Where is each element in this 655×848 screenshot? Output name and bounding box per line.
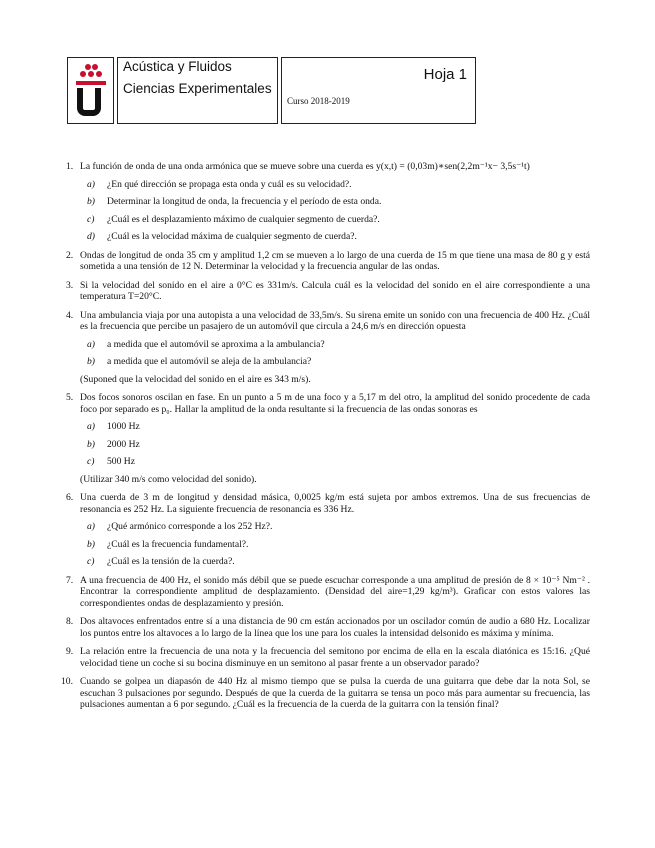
problem-item [66, 280, 590, 303]
sub-question-label: c) [87, 556, 95, 567]
sub-question-label: a) [87, 178, 95, 190]
problem-text: Dos altavoces enfrentados entre sí a una distancia de 90 cm están accionados por un oscilador común de audio a 680 Hz. Localizar los puntos entre los altavoces a lo largo de la línea que los une para los cuales la intensidad delsonido es máxima y mínima. [80, 616, 590, 639]
university-logo [67, 57, 114, 124]
problem-text: Una ambulancia viaja por una autopista a una velocidad de 33,5m/s. Su sirena emite un sonido con una frecuencia de 400 Hz. ¿Cuál es la frecuencia que percibe un pasajero de un automóvil que circula a 24,6 m/s en dirección opuesta [80, 309, 590, 332]
sheet-label: Hoja 1 [423, 66, 467, 83]
sub-question [80, 214, 590, 226]
sub-question [80, 196, 590, 208]
problem-note: (Utilizar 340 m/s como velocidad del sonido). [80, 473, 257, 485]
sub-question-text: 1000 Hz [107, 421, 140, 432]
sub-question-label: b) [87, 538, 95, 550]
problem-item [66, 161, 590, 243]
sub-question-text: ¿Cuál es la frecuencia fundamental?. [107, 538, 249, 550]
sub-question-label: b) [87, 438, 95, 450]
problem-text: A una frecuencia de 400 Hz, el sonido más débil que se puede escuchar corresponde a una amplitud de presión de 8 × 10⁻⁵ Nm⁻² . Encontrar la correspondiente amplitud de desplazamiento. (Densidad del aire=1,29 kg/m³). Graficar con estos valores las correspondientes ondas de desplazamiento y presión. [80, 574, 590, 609]
sub-question [80, 439, 590, 451]
problem-number: 2. [66, 249, 74, 261]
sub-question-text: ¿Cuál es el desplazamiento máximo de cualquier segmento de cuerda?. [107, 213, 380, 225]
problem-number: 5. [66, 392, 74, 403]
sub-question [80, 339, 590, 351]
problem-number: 1. [66, 161, 74, 172]
sub-question-text: 500 Hz [107, 456, 135, 467]
problem-number: 10. [61, 676, 73, 687]
department-title: Ciencias Experimentales [123, 81, 272, 96]
page-header [67, 57, 476, 124]
problem-text: Dos focos sonoros oscilan en fase. En un punto a 5 m de una foco y a 5,17 m del otro, la amplitud del sonido procedente de cada foco por separado es p₀. Hallar la amplitud de la onda resultante si la frecuencia de las ondas sonoras es [80, 392, 590, 415]
problem-number: 4. [66, 309, 74, 321]
problem-number: 8. [66, 616, 74, 627]
sub-question [80, 539, 590, 551]
problem-number: 3. [66, 279, 74, 291]
sub-question [80, 556, 590, 568]
sub-question-text: 2000 Hz [107, 438, 140, 450]
problem-number: 9. [66, 646, 74, 657]
problem-note: (Suponed que la velocidad del sonido en el aire es 343 m/s). [80, 373, 311, 385]
sub-question [80, 521, 590, 533]
sub-question-text: ¿Qué armónico corresponde a los 252 Hz?. [107, 521, 273, 532]
logo-bar [76, 81, 106, 85]
problem-item [66, 575, 590, 610]
problem-text: Cuando se golpea un diapasón de 440 Hz al mismo tiempo que se pulsa la cuerda de una guitarra que debe dar la nota Sol, se escuchan 3 pulsaciones por segundo. Después de que la cuerda de la guitarra se tensa un poco más para aumentar su frecuencia, las pulsaciones aumentan a 6 por segundo. ¿Cuál es la frecuencia de la cuerda de la guitarra con la tensión final? [80, 676, 590, 710]
problem-list [61, 161, 590, 718]
sub-question [80, 179, 590, 191]
problem-text: Ondas de longitud de onda 35 cm y amplitud 1,2 cm se mueven a lo largo de una cuerda de 15 m que tiene una masa de 80 g y está sometida a una tensión de 12 N. Determinar la velocidad y la frecuencia angular de las ondas. [80, 249, 590, 272]
problem-item [66, 492, 590, 568]
sub-question-label: a) [87, 338, 95, 350]
problem-text: Si la velocidad del sonido en el aire a 0°C es 331m/s. Calcula cuál es la velocidad del sonido en el aire correspondiente a una temperatura T=20°C. [80, 279, 590, 302]
sub-question-label: c) [87, 213, 95, 225]
sub-question [80, 421, 590, 433]
problem-item [66, 310, 590, 386]
problem-number: 6. [66, 492, 74, 503]
problem-item [66, 646, 590, 669]
logo-u-icon [77, 88, 101, 116]
problem-item [66, 250, 590, 273]
subject-title: Acústica y Fluidos [123, 59, 232, 74]
problem-item [66, 392, 590, 485]
problem-item [61, 676, 590, 711]
sub-question-text: ¿Cuál es la tensión de la cuerda?. [107, 556, 235, 567]
sub-question-label: c) [87, 456, 95, 467]
problem-text: La relación entre la frecuencia de una nota y la frecuencia del semitono por encima de ella en la escala diatónica es 15:16. ¿Qué velocidad tiene un coche si su bocina disminuye en un semitono al pasar frente a un observador parado? [80, 646, 590, 669]
title-box [117, 57, 278, 124]
sub-question-label: d) [87, 231, 95, 242]
problem-text: La función de onda de una onda armónica que se mueve sobre una cuerda es y(x,t) = (0,03m)∗sen(2,2m⁻¹x− 3,5s⁻¹t) [80, 161, 530, 172]
sub-question-label: a) [87, 521, 95, 532]
sub-question-text: a medida que el automóvil se aleja de la ambulancia? [107, 356, 312, 367]
sub-question-text: ¿En qué dirección se propaga esta onda y cuál es su velocidad?. [107, 178, 352, 190]
problem-number: 7. [66, 574, 74, 586]
sub-question-text: ¿Cuál es la velocidad máxima de cualquier segmento de cuerda?. [107, 231, 357, 242]
sub-question [80, 231, 590, 243]
sub-question [80, 456, 590, 468]
sub-question [80, 356, 590, 368]
sub-question-label: b) [87, 356, 95, 367]
course-box [281, 57, 476, 124]
sub-question-text: a medida que el automóvil se aproxima a la ambulancia? [107, 338, 325, 350]
problem-text: Una cuerda de 3 m de longitud y densidad másica, 0,0025 kg/m está sujeta por ambos extremos. Una de sus frecuencias de resonancia es 252 Hz. La siguiente frecuencia de resonancia es 336 Hz. [80, 492, 590, 515]
course-label: Curso 2018-2019 [287, 96, 350, 106]
sub-question-label: b) [87, 196, 95, 207]
sub-question-text: Determinar la longitud de onda, la frecuencia y el período de esta onda. [107, 196, 382, 207]
sub-question-label: a) [87, 421, 95, 432]
problem-item [66, 616, 590, 639]
